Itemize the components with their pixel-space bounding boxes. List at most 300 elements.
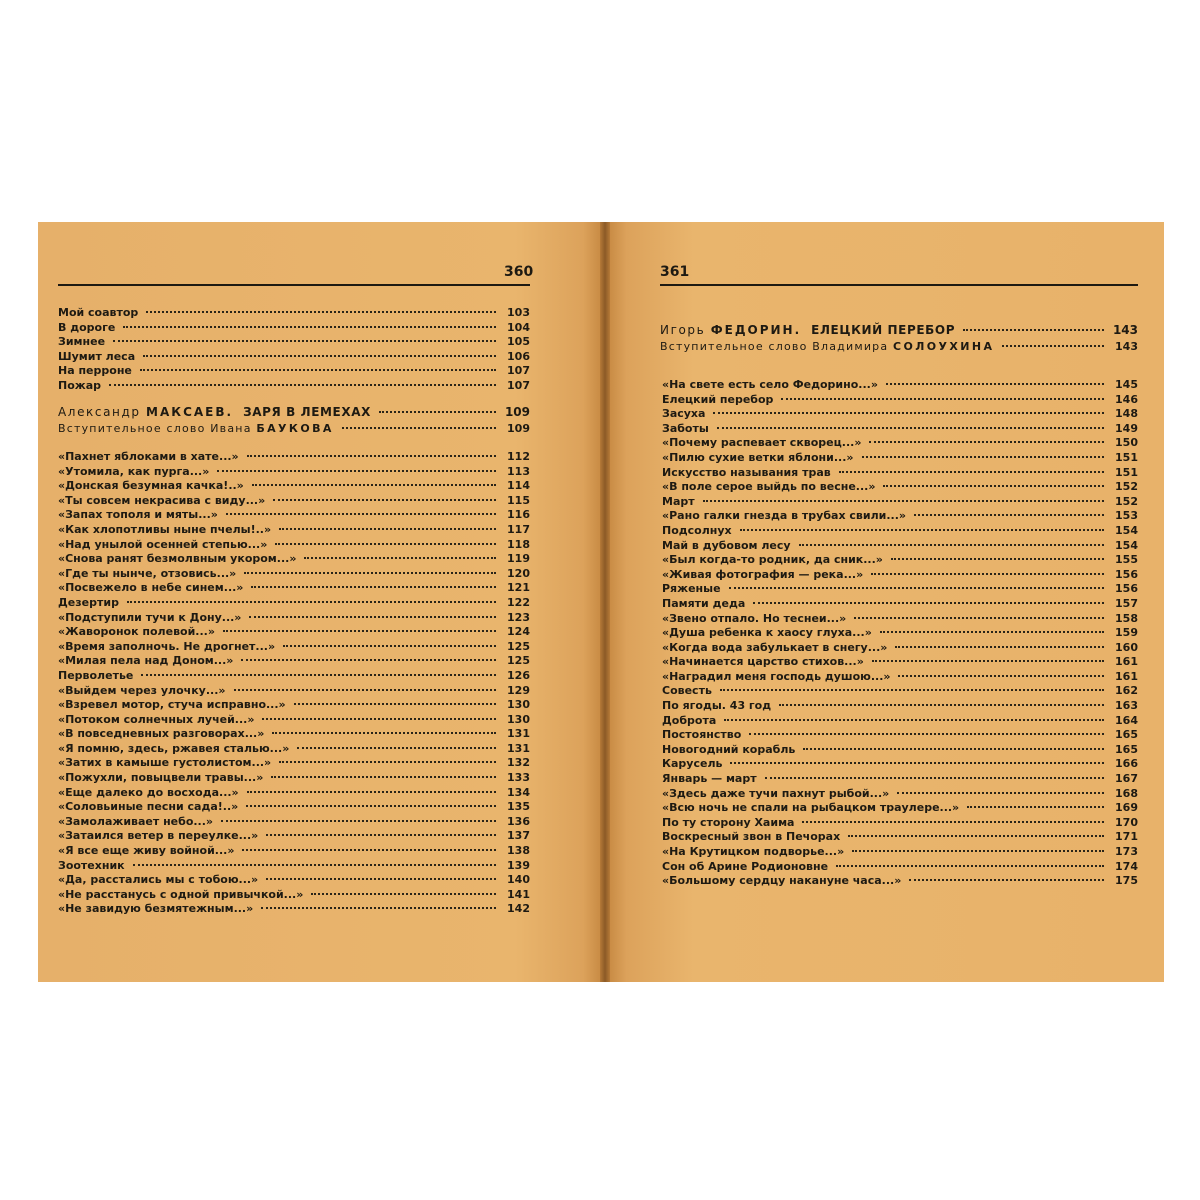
entry-title: «Был когда-то родник, да сник...» xyxy=(662,553,883,567)
dot-leader xyxy=(914,514,1104,516)
entry-title: Январь — март xyxy=(662,772,757,786)
toc-entry xyxy=(662,845,1138,860)
entry-title: «Время заполночь. Не дрогнет...» xyxy=(58,639,276,653)
toc-entry xyxy=(58,698,530,713)
author-first-name: Игорь xyxy=(660,323,706,337)
entry-title: «Душа ребенка к хаосу глуха...» xyxy=(662,626,872,640)
dot-leader xyxy=(273,499,496,501)
dot-leader xyxy=(730,762,1104,764)
entry-page: 134 xyxy=(507,785,530,799)
entry-title: «Потоком солнечных лучей...» xyxy=(58,712,255,726)
dot-leader xyxy=(862,456,1105,458)
entry-page: 132 xyxy=(507,756,530,770)
intro-prefix: Вступительное слово Владимира xyxy=(660,340,889,353)
intro-name: БАУКОВА xyxy=(256,422,334,435)
entry-title: Зоотехник xyxy=(58,858,125,872)
dot-leader xyxy=(244,572,496,574)
toc-entry xyxy=(58,800,530,815)
entry-page: 164 xyxy=(1115,713,1138,727)
entry-page: 121 xyxy=(507,581,530,595)
section-author xyxy=(58,404,233,421)
toc-entry xyxy=(58,538,530,553)
entry-title: «Как хлопотливы ныне пчелы!..» xyxy=(58,522,272,536)
entry-page: 114 xyxy=(507,479,530,493)
dot-leader xyxy=(262,718,496,720)
entry-page: 152 xyxy=(1115,480,1138,494)
section-author xyxy=(660,322,801,339)
entry-page: 103 xyxy=(507,306,530,319)
toc-entry xyxy=(662,466,1138,481)
book-spread xyxy=(38,222,1164,982)
intro-page: 109 xyxy=(507,422,530,435)
dot-leader xyxy=(779,704,1104,706)
entry-title: «Большому сердцу накануне часа...» xyxy=(662,874,902,888)
dot-leader xyxy=(133,864,496,866)
entry-title: Совесть xyxy=(662,684,712,698)
entry-page: 159 xyxy=(1115,626,1138,640)
entry-page: 130 xyxy=(507,698,530,712)
entry-page: 112 xyxy=(507,450,530,463)
toc-entry xyxy=(58,321,530,336)
toc-entry xyxy=(58,567,530,582)
entry-page: 107 xyxy=(507,364,530,378)
dot-leader xyxy=(703,500,1104,502)
toc-entry xyxy=(662,626,1138,641)
toc-entry xyxy=(58,581,530,596)
intro-name: СОЛОУХИНА xyxy=(893,340,995,353)
entry-title: «Запах тополя и мяты...» xyxy=(58,508,218,522)
entry-page: 142 xyxy=(507,902,530,916)
toc-entry xyxy=(58,552,530,567)
toc-entry xyxy=(662,582,1138,597)
left-entries xyxy=(58,450,530,917)
entry-title: Подсолнух xyxy=(662,523,732,537)
entry-title: «Ты совсем некрасива с виду...» xyxy=(58,493,266,507)
entry-page: 118 xyxy=(507,537,530,551)
dot-leader xyxy=(880,631,1104,633)
toc-entry xyxy=(58,669,530,684)
dot-leader xyxy=(272,732,496,734)
entry-title: Март xyxy=(662,494,695,508)
entry-page: 169 xyxy=(1115,801,1138,815)
entry-title: Мой соавтор xyxy=(58,306,139,319)
entry-title: Новогодний корабль xyxy=(662,742,796,756)
dot-leader xyxy=(836,865,1104,867)
entry-title: «Замолаживает небо...» xyxy=(58,814,214,828)
entry-page: 133 xyxy=(507,771,530,785)
dot-leader xyxy=(261,907,496,909)
entry-title: По ягоды. 43 год xyxy=(662,699,772,713)
entry-title: «Утомила, как пурга...» xyxy=(58,464,210,478)
entry-page: 137 xyxy=(507,829,530,843)
dot-leader xyxy=(275,543,496,545)
entry-page: 119 xyxy=(507,552,530,566)
toc-entry xyxy=(662,874,1138,889)
entry-page: 150 xyxy=(1115,436,1138,450)
toc-entry xyxy=(662,743,1138,758)
entry-title: «Рано галки гнезда в трубах свили...» xyxy=(662,509,906,523)
entry-title: «Наградил меня господь душою...» xyxy=(662,669,891,683)
entry-title: «Да, расстались мы с тобою...» xyxy=(58,873,259,887)
dot-leader xyxy=(297,747,496,749)
entry-title: Елецкий перебор xyxy=(662,392,774,406)
toc-entry xyxy=(662,830,1138,845)
toc-entry xyxy=(58,508,530,523)
toc-entry xyxy=(58,596,530,611)
entry-title: Памяти деда xyxy=(662,596,746,610)
entry-title: «Посвежело в небе синем...» xyxy=(58,581,244,595)
entry-page: 139 xyxy=(507,858,530,872)
dot-leader xyxy=(271,776,496,778)
entry-title: Перволетье xyxy=(58,668,134,682)
entry-title: Заботы xyxy=(662,421,709,435)
dot-leader xyxy=(848,835,1104,837)
toc-entry xyxy=(58,611,530,626)
toc-entry xyxy=(662,612,1138,627)
toc-entry xyxy=(58,786,530,801)
entry-title: «Пожухли, повыцвели травы...» xyxy=(58,771,264,785)
author-last-name: МАКСАЕВ. xyxy=(146,405,234,419)
intro-prefix: Вступительное слово Ивана xyxy=(58,422,252,435)
entry-title: «Взревел мотор, стуча исправно...» xyxy=(58,698,286,712)
toc-entry xyxy=(58,902,530,917)
entry-page: 138 xyxy=(507,844,530,858)
toc-entry xyxy=(662,393,1138,408)
entry-page: 155 xyxy=(1115,553,1138,567)
toc-entry xyxy=(58,523,530,538)
entry-title: В дороге xyxy=(58,320,116,334)
intro-page: 143 xyxy=(1115,340,1138,353)
entry-title: «Затих в камыше густолистом...» xyxy=(58,756,272,770)
entry-title: «Пилю сухие ветки яблони...» xyxy=(662,450,854,464)
entry-page: 154 xyxy=(1115,523,1138,537)
entry-page: 158 xyxy=(1115,611,1138,625)
left-header-rule xyxy=(58,284,530,286)
entry-page: 151 xyxy=(1115,450,1138,464)
entry-page: 161 xyxy=(1115,669,1138,683)
entry-title: «Здесь даже тучи пахнут рыбой...» xyxy=(662,786,890,800)
entry-title: По ту сторону Хаима xyxy=(662,815,795,829)
entry-page: 115 xyxy=(507,493,530,507)
toc-entry xyxy=(662,436,1138,451)
entry-page: 167 xyxy=(1115,772,1138,786)
dot-leader xyxy=(729,587,1104,589)
entry-page: 154 xyxy=(1115,538,1138,552)
left-page xyxy=(38,222,600,982)
dot-leader xyxy=(839,471,1104,473)
toc-entry xyxy=(662,451,1138,466)
toc-entry xyxy=(662,553,1138,568)
entry-title: «Жаворонок полевой...» xyxy=(58,625,215,639)
dot-leader xyxy=(799,544,1104,546)
entry-title: «Не завидую безмятежным...» xyxy=(58,902,254,916)
toc-entry xyxy=(58,771,530,786)
toc-entry xyxy=(58,335,530,350)
entry-page: 149 xyxy=(1115,421,1138,435)
entry-title: «Над унылой осенней степью...» xyxy=(58,537,268,551)
entry-title: «Еще далеко до восхода...» xyxy=(58,785,239,799)
entry-title: «Снова ранят безмолвным укором...» xyxy=(58,552,297,566)
entry-page: 162 xyxy=(1115,684,1138,698)
toc-entry xyxy=(58,465,530,480)
entry-page: 131 xyxy=(507,741,530,755)
dot-leader xyxy=(247,455,496,457)
dot-leader xyxy=(246,805,496,807)
dot-leader xyxy=(886,383,1104,385)
entry-page: 125 xyxy=(507,654,530,668)
toc-entry xyxy=(662,860,1138,875)
entry-title: Дезертир xyxy=(58,595,119,609)
dot-leader xyxy=(217,470,496,472)
entry-page: 151 xyxy=(1115,465,1138,479)
author-first-name: Александр xyxy=(58,405,141,419)
entry-title: Искусство называния трав xyxy=(662,465,831,479)
toc-entry xyxy=(662,495,1138,510)
dot-leader xyxy=(898,675,1104,677)
dot-leader xyxy=(279,761,496,763)
section-page: 143 xyxy=(1112,323,1138,337)
entry-title: «Когда вода забулькает в снегу...» xyxy=(662,640,888,654)
entry-title: Сон об Арине Родионовне xyxy=(662,859,829,873)
dot-leader xyxy=(854,617,1104,619)
toc-entry xyxy=(662,655,1138,670)
entry-title: «Я помню, здесь, ржавея сталью...» xyxy=(58,741,290,755)
toc-entry xyxy=(58,727,530,742)
toc-entry xyxy=(662,641,1138,656)
entry-page: 160 xyxy=(1115,640,1138,654)
dot-leader xyxy=(113,340,496,342)
dot-leader xyxy=(749,733,1104,735)
section-title: ЗАРЯ В ЛЕМЕХАХ xyxy=(243,405,371,419)
dot-leader xyxy=(304,557,496,559)
entry-title: «Затаился ветер в переулке...» xyxy=(58,829,259,843)
dot-leader xyxy=(765,777,1104,779)
dot-leader xyxy=(852,850,1104,852)
entry-page: 170 xyxy=(1115,815,1138,829)
toc-entry xyxy=(662,509,1138,524)
toc-entry xyxy=(58,450,530,465)
dot-leader xyxy=(251,586,496,588)
entry-page: 175 xyxy=(1115,874,1138,888)
dot-leader xyxy=(146,311,496,313)
dot-leader xyxy=(241,659,496,661)
toc-entry xyxy=(662,787,1138,802)
entry-page: 122 xyxy=(507,595,530,609)
toc-entry xyxy=(58,815,530,830)
toc-entry xyxy=(662,728,1138,743)
entry-title: Постоянство xyxy=(662,728,742,742)
right-header-rule xyxy=(660,284,1138,286)
dot-leader xyxy=(249,616,496,618)
entry-title: «Всю ночь не спали на рыбацком траулере...» xyxy=(662,801,960,815)
entry-title: «Начинается царство стихов...» xyxy=(662,655,864,669)
right-entries xyxy=(662,378,1138,889)
dot-leader xyxy=(140,369,496,371)
intro-line xyxy=(58,421,334,437)
dot-leader xyxy=(869,441,1104,443)
dot-leader xyxy=(247,791,496,793)
toc-entry xyxy=(58,873,530,888)
dot-leader xyxy=(740,529,1104,531)
entry-title: На перроне xyxy=(58,364,132,378)
toc-entry xyxy=(58,625,530,640)
toc-entry xyxy=(662,422,1138,437)
dot-leader xyxy=(753,602,1104,604)
toc-entry xyxy=(662,772,1138,787)
toc-entry xyxy=(662,757,1138,772)
dot-leader xyxy=(226,513,496,515)
dot-leader xyxy=(311,893,496,895)
toc-entry xyxy=(662,524,1138,539)
toc-entry xyxy=(58,713,530,728)
dot-leader xyxy=(713,412,1104,414)
entry-title: Ряженые xyxy=(662,582,721,596)
entry-page: 165 xyxy=(1115,742,1138,756)
dot-leader xyxy=(897,792,1104,794)
entry-title: Май в дубовом лесу xyxy=(662,538,791,552)
toc-entry xyxy=(58,364,530,379)
entry-title: «Живая фотография — река...» xyxy=(662,567,864,581)
toc-entry xyxy=(662,816,1138,831)
toc-entry xyxy=(662,597,1138,612)
toc-entry xyxy=(662,480,1138,495)
entry-title: Засуха xyxy=(662,407,706,421)
entry-page: 131 xyxy=(507,727,530,741)
dot-leader xyxy=(891,558,1104,560)
entry-page: 157 xyxy=(1115,596,1138,610)
entry-page: 146 xyxy=(1115,392,1138,406)
entry-page: 104 xyxy=(507,320,530,334)
dot-leader xyxy=(963,329,1104,331)
toc-entry xyxy=(662,568,1138,583)
entry-page: 148 xyxy=(1115,407,1138,421)
dot-leader xyxy=(143,355,496,357)
entry-title: Пожар xyxy=(58,378,102,392)
entry-page: 156 xyxy=(1115,582,1138,596)
dot-leader xyxy=(242,849,496,851)
entry-title: Доброта xyxy=(662,713,717,727)
entry-title: «Выйдем через улочку...» xyxy=(58,683,226,697)
entry-page: 156 xyxy=(1115,567,1138,581)
toc-entry xyxy=(662,407,1138,422)
dot-leader xyxy=(379,411,496,413)
author-last-name: ФЕДОРИН. xyxy=(710,323,802,337)
intro-line xyxy=(660,339,994,355)
dot-leader xyxy=(895,646,1104,648)
entry-page: 113 xyxy=(507,464,530,478)
dot-leader xyxy=(279,528,496,530)
dot-leader xyxy=(283,645,496,647)
entry-page: 107 xyxy=(507,378,530,392)
toc-entry xyxy=(662,378,1138,393)
entry-page: 124 xyxy=(507,625,530,639)
dot-leader xyxy=(266,834,496,836)
toc-entry xyxy=(58,306,530,321)
entry-page: 174 xyxy=(1115,859,1138,873)
toc-entry xyxy=(58,494,530,509)
entry-page: 153 xyxy=(1115,509,1138,523)
entry-page: 152 xyxy=(1115,494,1138,508)
right-section-heading xyxy=(660,322,1138,355)
entry-page: 135 xyxy=(507,800,530,814)
entry-page: 145 xyxy=(1115,378,1138,391)
entry-title: «Где ты нынче, отзовись...» xyxy=(58,566,237,580)
entry-title: «Соловьиные песни сада!..» xyxy=(58,800,239,814)
dot-leader xyxy=(127,601,496,603)
dot-leader xyxy=(294,703,496,705)
entry-title: «На Крутицком подворье...» xyxy=(662,845,845,858)
entry-page: 130 xyxy=(507,712,530,726)
entry-title: «На свете есть село Федорино...» xyxy=(662,378,878,391)
dot-leader xyxy=(1002,345,1104,347)
dot-leader xyxy=(967,806,1104,808)
entry-page: 106 xyxy=(507,349,530,363)
entry-page: 165 xyxy=(1115,728,1138,742)
dot-leader xyxy=(252,484,496,486)
toc-entry xyxy=(58,654,530,669)
book-gutter xyxy=(600,222,610,982)
entry-page: 140 xyxy=(507,873,530,887)
entry-page: 136 xyxy=(507,814,530,828)
entry-title: «Не расстанусь с одной привычкой...» xyxy=(58,887,304,901)
entry-title: «В повседневных разговорах...» xyxy=(58,727,265,741)
dot-leader xyxy=(724,719,1104,721)
section-title: ЕЛЕЦКИЙ ПЕРЕБОР xyxy=(811,323,956,337)
entry-page: 105 xyxy=(507,335,530,349)
toc-entry xyxy=(58,888,530,903)
entry-title: «Звено отпало. Но теснеи...» xyxy=(662,611,847,625)
entry-page: 163 xyxy=(1115,699,1138,713)
left-page-number: 360 xyxy=(504,264,534,280)
dot-leader xyxy=(223,630,496,632)
toc-entry xyxy=(58,859,530,874)
left-section-heading xyxy=(58,404,530,437)
entry-page: 161 xyxy=(1115,655,1138,669)
entry-title: «Милая пела над Доном...» xyxy=(58,654,234,668)
dot-leader xyxy=(266,878,496,880)
right-page-number: 361 xyxy=(660,264,690,280)
section-page: 109 xyxy=(504,405,530,419)
dot-leader xyxy=(909,879,1104,881)
dot-leader xyxy=(109,384,496,386)
entry-title: «Я все еще живу войной...» xyxy=(58,844,235,858)
toc-entry xyxy=(58,742,530,757)
dot-leader xyxy=(717,427,1104,429)
dot-leader xyxy=(342,427,496,429)
dot-leader xyxy=(221,820,496,822)
toc-entry xyxy=(662,801,1138,816)
entry-page: 173 xyxy=(1115,845,1138,858)
dot-leader xyxy=(123,326,496,328)
toc-entry xyxy=(58,379,530,394)
toc-entry xyxy=(58,350,530,365)
left-top-entries xyxy=(58,306,530,394)
dot-leader xyxy=(234,689,497,691)
entry-title: Карусель xyxy=(662,757,723,771)
entry-page: 116 xyxy=(507,508,530,522)
toc-entry xyxy=(662,670,1138,685)
dot-leader xyxy=(871,573,1104,575)
dot-leader xyxy=(141,674,496,676)
right-page xyxy=(610,222,1164,982)
dot-leader xyxy=(872,660,1104,662)
dot-leader xyxy=(802,821,1104,823)
entry-title: «Донская безумная качка!..» xyxy=(58,479,244,493)
entry-title: Зимнее xyxy=(58,335,106,349)
dot-leader xyxy=(781,398,1104,400)
entry-title: Воскресный звон в Печорах xyxy=(662,830,841,844)
dot-leader xyxy=(720,689,1104,691)
